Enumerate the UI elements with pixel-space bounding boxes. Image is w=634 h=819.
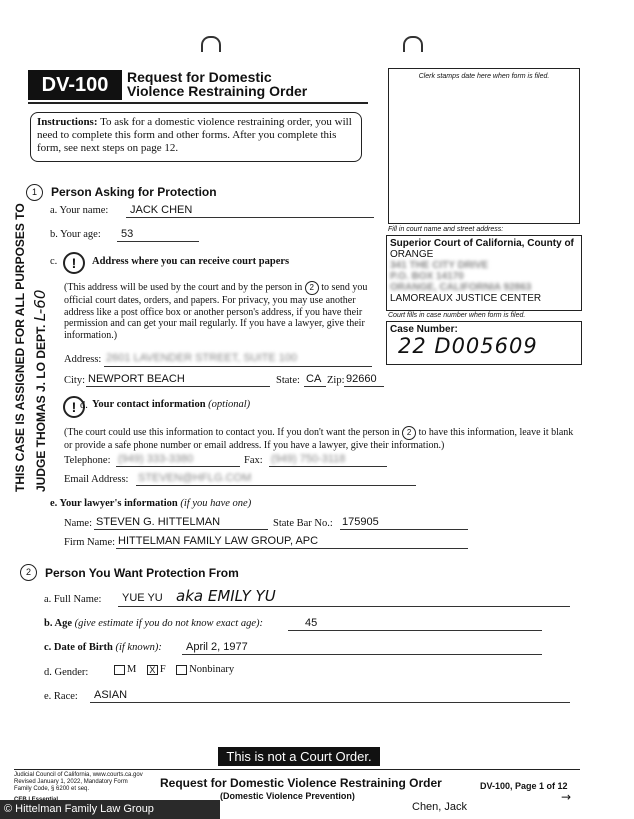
gender-f-checkbox[interactable]: X [147,665,158,675]
your-name-value[interactable]: JACK CHEN [130,204,193,216]
gender-nonbinary-checkbox[interactable] [176,665,187,675]
aka-handwritten: aka EMILY YU [176,587,276,605]
gender-options [114,664,234,675]
address-instructions: (This address will be used by the court and by the person in 2 to send you official court dates, orders, and papers. For privacy, you may use another address like a post office box or another person's address, if you have their permission and can get your mail regularly. If you have a lawyer, give their information.) [64,282,368,341]
gender-m-checkbox[interactable] [114,665,125,675]
email-value[interactable]: STEVEN@HFLG.COM [138,472,252,484]
warning-icon: ! [63,252,85,274]
gender-nonbinary-option[interactable]: Nonbinary [176,664,234,675]
fax-value[interactable]: (949) 750-3118 [271,453,346,465]
lawyer-name-value[interactable]: STEVEN G. HITTELMAN [96,516,221,528]
footer-subtitle: (Domestic Violence Prevention) [220,791,355,801]
clerk-stamp-box: Clerk stamps date here when form is filed. [388,68,580,224]
footer-title: Request for Domestic Violence Restraining Order [160,776,442,790]
instructions-box: Instructions: To ask for a domestic violence restraining order, you will need to complete this form and other forms. After you complete this form, see next steps on page 12. [30,112,362,162]
gender-f-option[interactable]: X F [147,664,166,675]
footer-council: Judicial Council of California, www.courts.ca.gov Revised January 1, 2022, Mandatory Form Family Code, § 6200 et seq. [14,772,143,792]
your-age-label: b. Your age: [50,229,101,240]
case-number: 22 D005609 [398,334,538,358]
assignment-stamp-line1: THIS CASE IS ASSIGNED FOR ALL PURPOSES TO [13,203,27,492]
page-indicator: DV-100, Page 1 of 12 [480,781,568,791]
your-name-label: a. Your name: [50,205,109,216]
not-court-order-banner: This is not a Court Order. [218,747,380,766]
court-address-box: Superior Court of California, County of ORANGE 341 THE CITY DRIVE P.O. BOX 14170 ORANGE, CALIFORNIA 92863 LAMOREAUX JUSTICE CENTER [386,235,582,311]
dob-value[interactable]: April 2, 1977 [186,641,248,653]
section-1-title: Person Asking for Protection [51,185,217,199]
section-2-number: 2 [20,564,37,581]
court-fill-label: Fill in court name and street address: [388,226,504,233]
address-heading: Address where you can receive court papers [92,256,290,267]
section-2-title: Person You Want Protection From [45,566,239,580]
gender-m-option[interactable]: M [114,664,136,675]
lawyer-heading: e. Your lawyer's information (if you have one) [50,498,252,509]
header-rule [28,102,368,104]
next-page-arrow-icon: → [561,790,572,804]
contact-heading: Your contact information (optional) [92,399,251,410]
state-value[interactable]: CA [306,373,322,385]
form-id: DV-100 [28,70,122,100]
city-value[interactable]: NEWPORT BEACH [88,373,185,385]
zip-value[interactable]: 92660 [346,373,377,385]
contact-instructions: (The court could use this information to contact you. If you don't want the person in 2 to have this information, leave it blank or provide a safe phone number or email address. If you have a lawyer, give their information.) [64,427,574,451]
warning-icon: ! [63,396,85,418]
full-name-value[interactable]: YUE YU [122,592,163,604]
form-title: Request for Domestic Violence Restraining Order [127,69,308,99]
punch-hole-right [403,36,423,52]
watermark: © Hittelman Family Law Group [0,800,220,819]
assignment-stamp-line2: JUDGE THOMAS J. LO DEPT. L-60 [31,289,49,492]
firm-name-value[interactable]: HITTELMAN FAMILY LAW GROUP, APC [118,535,319,547]
section-1-number: 1 [26,184,43,201]
telephone-value[interactable]: (949) 333-3380 [118,453,194,465]
age-value[interactable]: 45 [305,617,318,629]
punch-hole-left [201,36,221,52]
case-fill-label: Court fills in case number when form is filed. [388,312,526,319]
signature-name: Chen, Jack [412,801,468,813]
bar-number-value[interactable]: 175905 [342,516,379,528]
case-number-box: Case Number: 22 D005609 [386,321,582,365]
footer-rule [14,769,580,770]
address-value[interactable]: 2601 LAVENDER STREET, SUITE 100 [106,352,298,364]
race-value[interactable]: ASIAN [94,689,128,701]
your-age-value[interactable]: 53 [121,228,134,240]
